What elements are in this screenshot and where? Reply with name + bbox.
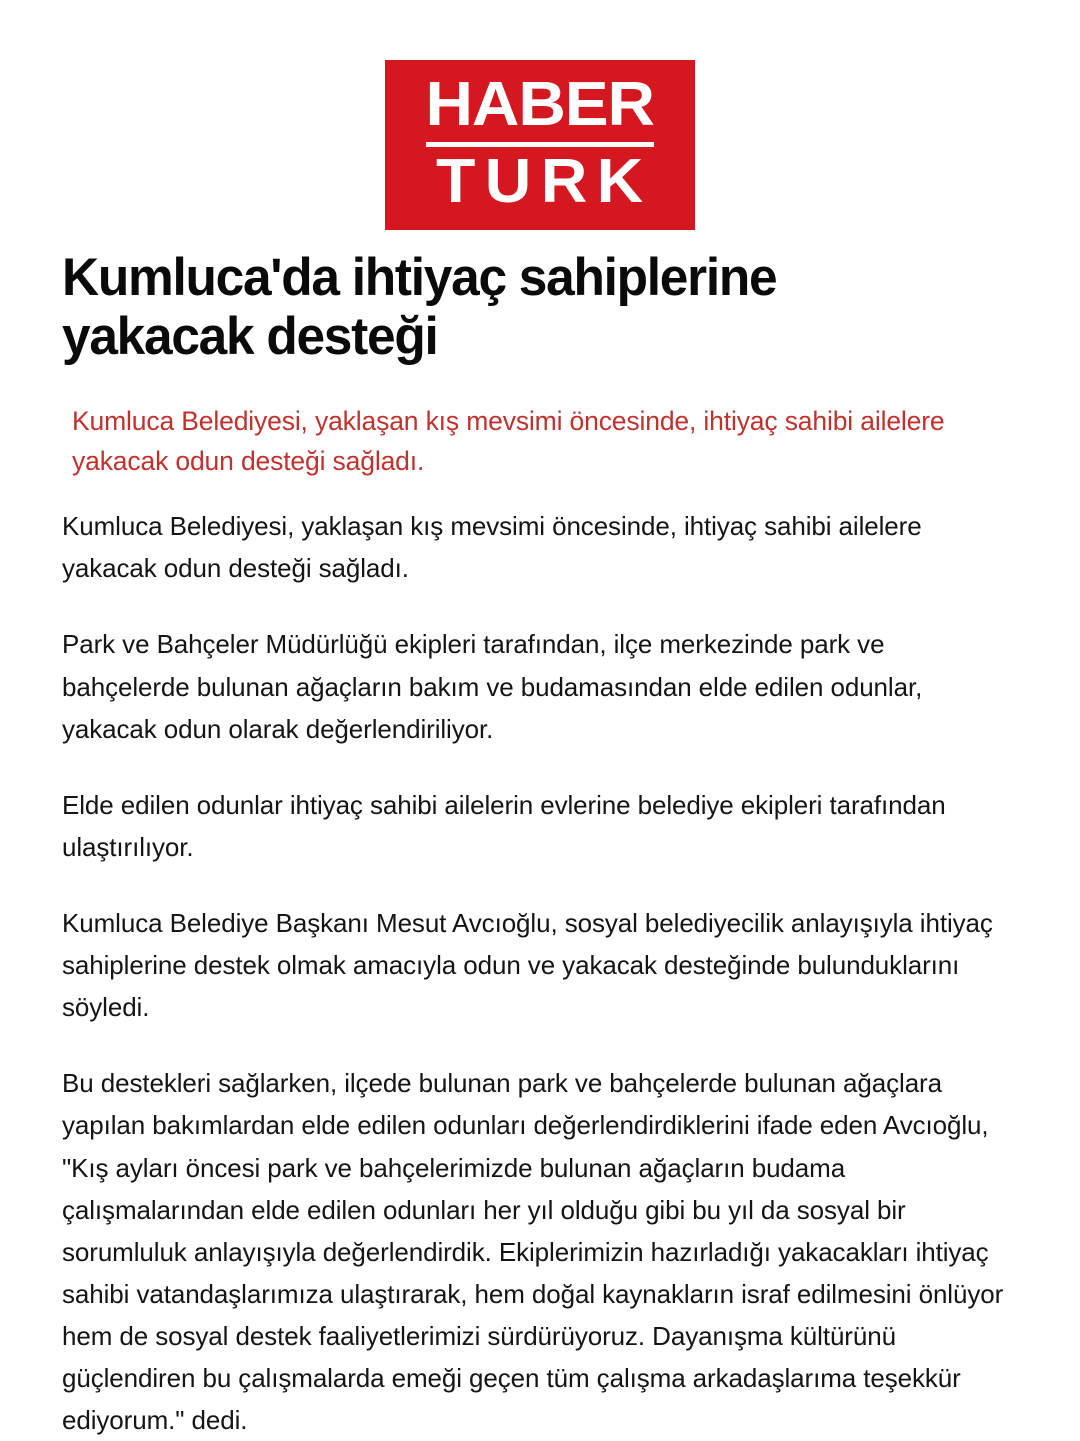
article-paragraph: Bu destekleri sağlarken, ilçede bulunan park ve bahçelerde bulunan ağaçlara yapılan bakımlardan elde edilen odunları değerlendirdiklerini ifade eden Avcıoğlu, "Kış ayları öncesi park ve bahçelerimizde bulunan ağaçların budama çalışmalarından elde edilen odunları her yıl olduğu gibi bu yıl da sosyal bir sorumluluk anlayışıyla değerlendirdik. Ekiplerimizin hazırladığı yakacakları ihtiyaç sahibi vatandaşlarımıza ulaştırarak, hem doğal kaynakların israf edilmesini önlüyor hem de sosyal destek faaliyetlerimizi sürdürüyoruz. Dayanışma kültürünü güçlendiren bu çalışmalarda emeği geçen tüm çalışma arkadaşlarıma teşekkür ediyorum." dedi. [62, 1068, 1004, 1436]
article-summary: Kumluca Belediyesi, yaklaşan kış mevsimi öncesinde, ihtiyaç sahibi ailelere yakacak odun desteği sağladı. [72, 405, 945, 476]
article-content [0, 248, 1080, 1441]
masthead [0, 0, 1080, 230]
haberturk-logo[interactable] [385, 60, 695, 230]
article-paragraph: Kumluca Belediye Başkanı Mesut Avcıoğlu, sosyal belediyecilik anlayışıyla ihtiyaç sahiplerine destek olmak amacıyla odun ve yakacak desteğinde bulunduklarını söyledi. [62, 908, 993, 1023]
article-body [62, 505, 1005, 1441]
logo-text-turk: TURK [436, 147, 653, 217]
logo-text-haber: HABER [425, 70, 655, 139]
article-paragraph: Park ve Bahçeler Müdürlüğü ekipleri tarafından, ilçe merkezinde park ve bahçelerde bulunan ağaçların bakım ve budamasından elde edilen odunlar, yakacak odun olarak değerlendiriliyor. [62, 629, 923, 744]
article-paragraph: Kumluca Belediyesi, yaklaşan kış mevsimi öncesinde, ihtiyaç sahibi ailelere yakacak odun desteği sağladı. [62, 511, 922, 584]
article-paragraph: Elde edilen odunlar ihtiyaç sahibi ailelerin evlerine belediye ekipleri tarafından ulaştırılıyor. [62, 789, 946, 862]
article-headline: Kumluca'da ihtiyaç sahiplerine yakacak desteği [62, 248, 777, 367]
